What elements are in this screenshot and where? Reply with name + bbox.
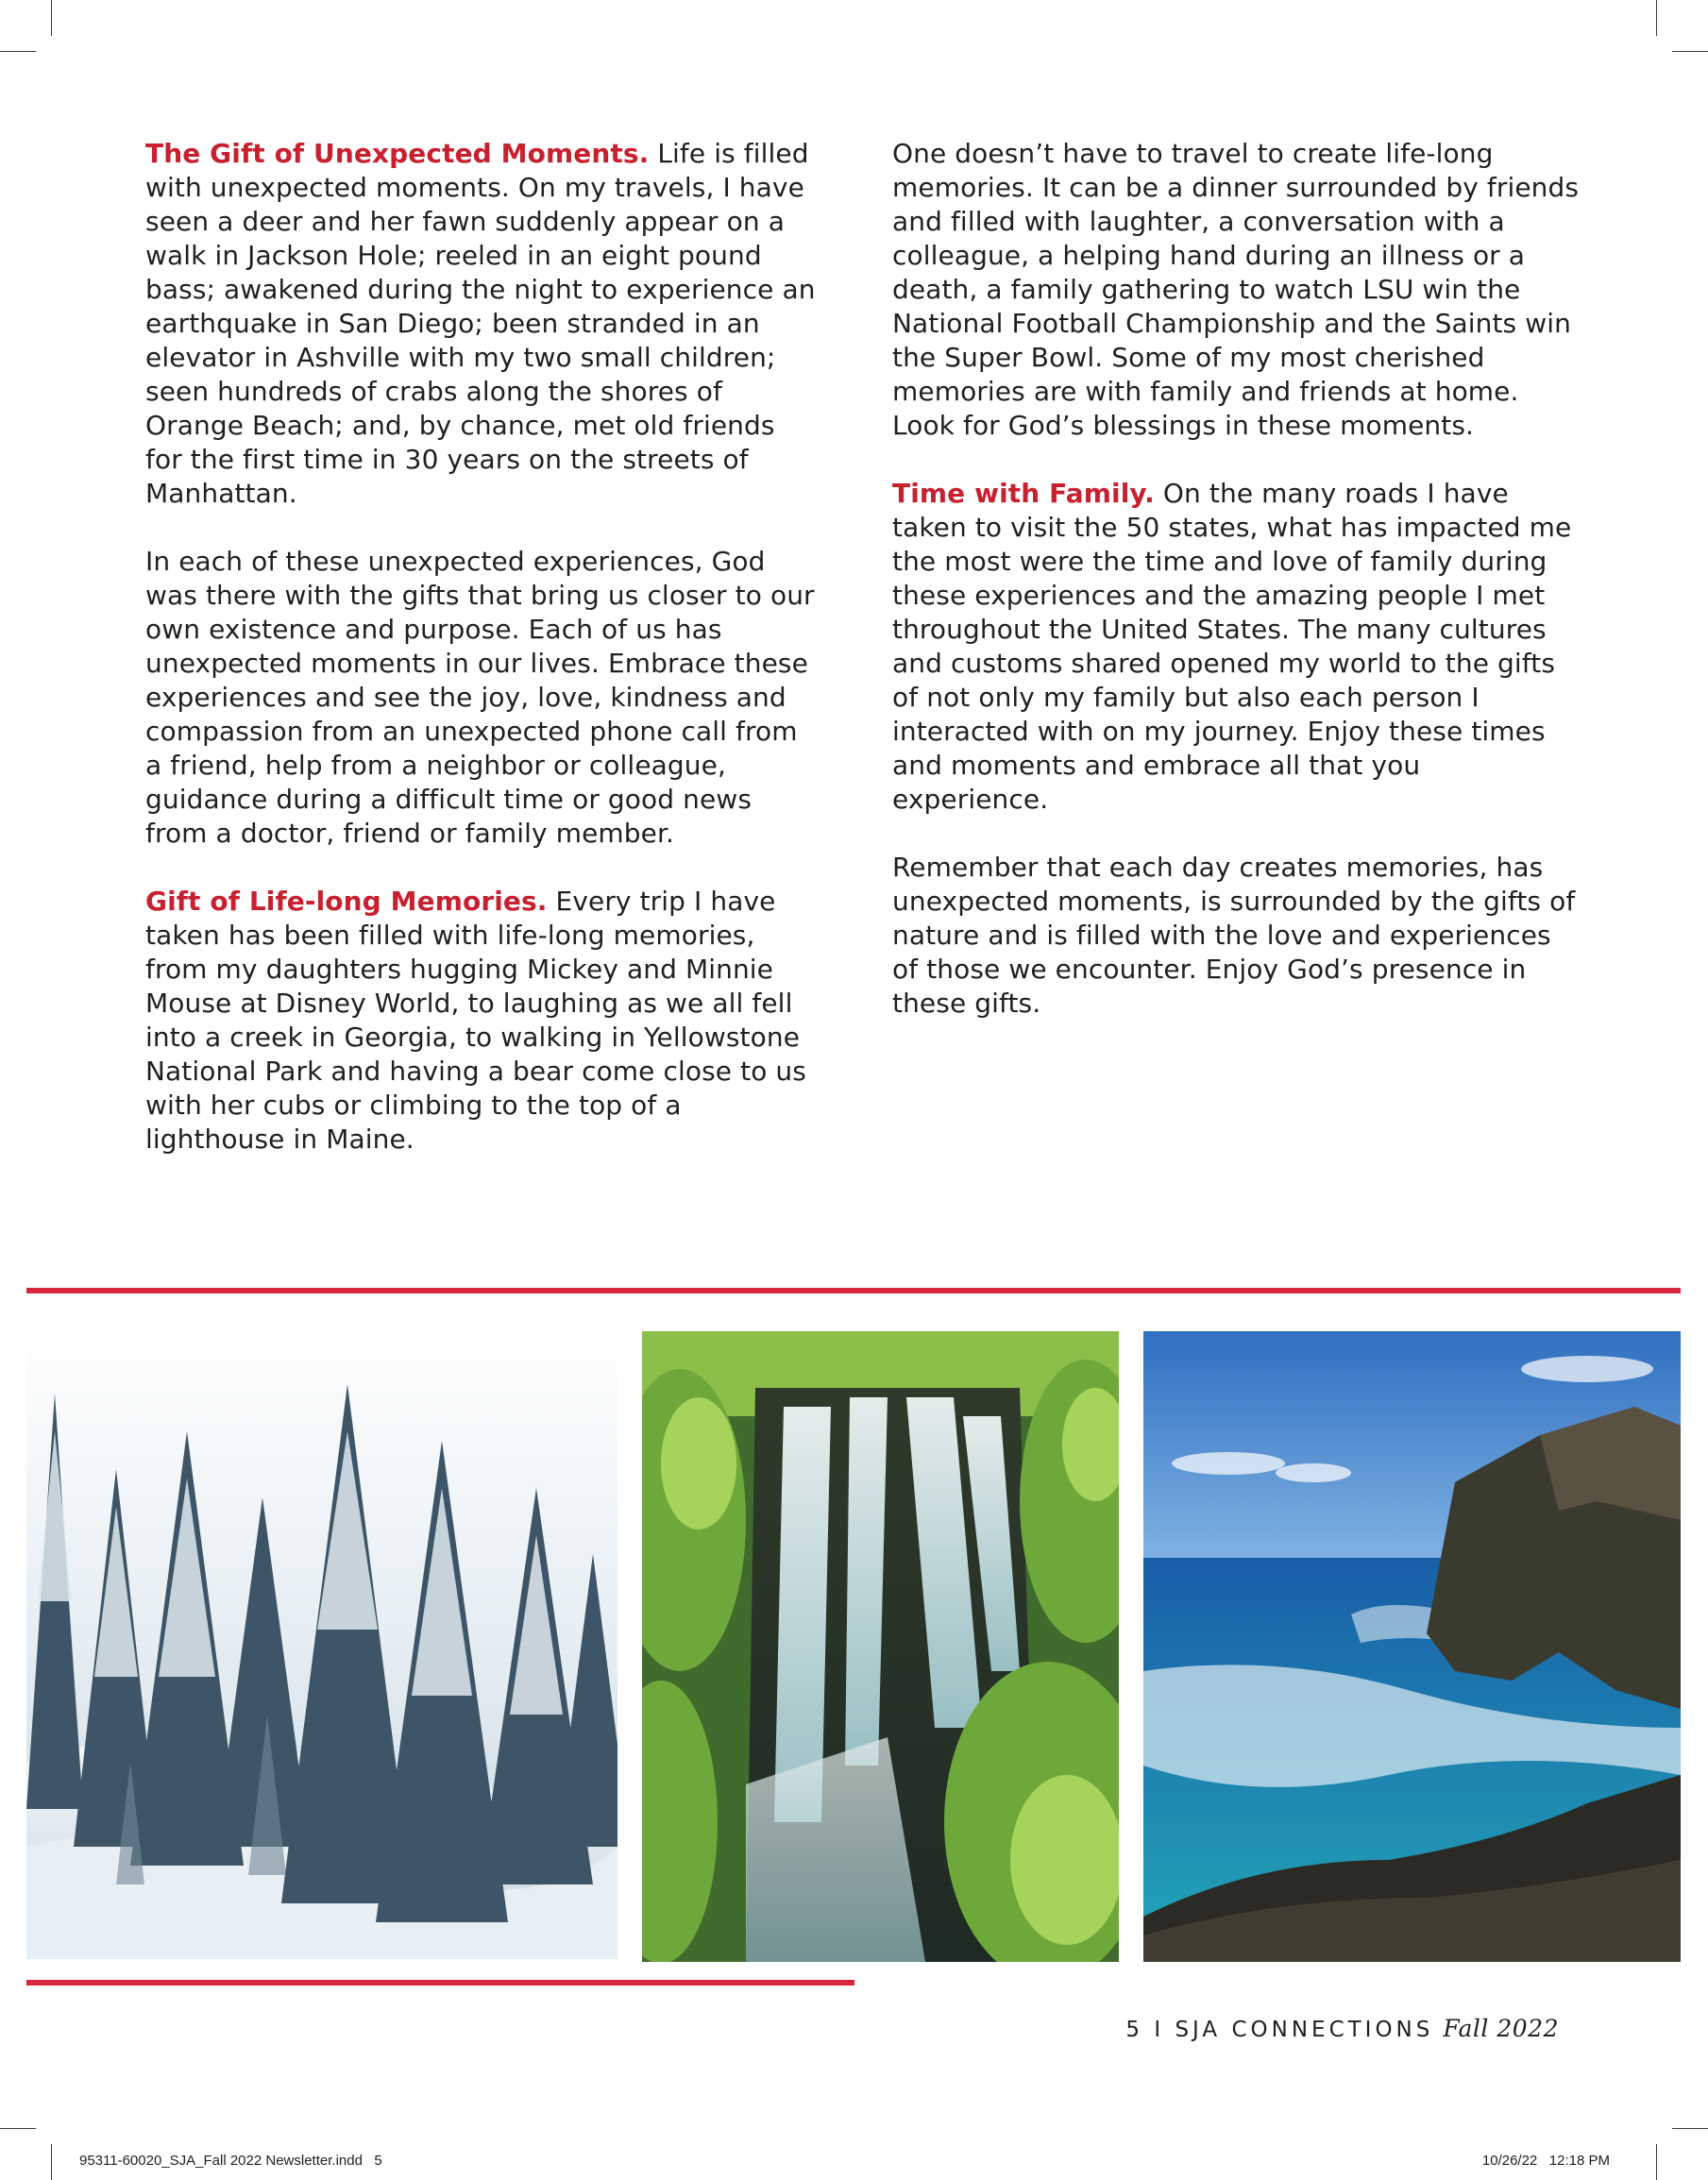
slug-file-name: 95311-60020_SJA_Fall 2022 Newsletter.indd 5 xyxy=(79,2153,382,2169)
slug-timestamp: 10/26/22 12:18 PM xyxy=(1481,2153,1610,2169)
crop-mark xyxy=(1672,2128,1708,2129)
page-folio xyxy=(1125,2015,1559,2042)
paragraph xyxy=(145,137,818,511)
section-heading: Time with Family. xyxy=(892,478,1155,509)
snowy-forest-photo xyxy=(26,1318,617,1959)
paragraph xyxy=(145,885,818,1157)
crop-mark xyxy=(0,51,36,52)
paragraph xyxy=(892,137,1580,443)
crop-mark xyxy=(1656,0,1657,36)
crop-mark xyxy=(51,0,52,36)
issue-name: Fall 2022 xyxy=(1443,2015,1559,2042)
paragraph-text: One doesn’t have to travel to create life-long memories. It can be a dinner surrounded by friends and filled with laughter, a conversation with a colleague, a helping hand during an illness or a death, a family gathering to watch LSU win the National Football Championship and the Saints win the Super Bowl. Some of my most cherished memories are with family and friends at home. Look for God’s blessings in these moments. xyxy=(892,138,1580,441)
top-accent-rule xyxy=(26,1288,1681,1293)
paragraph-text: Life is filled with unexpected moments. On my travels, I have seen a deer and her fawn suddenly appear on a walk in Jackson Hole; reeled in an eight pound bass; awakened during the night to experience an earthquake in San Diego; been stranded in an elevator in Ashville with my two small children; seen hundreds of crabs along the shores of Orange Beach; and, by chance, met old friends for the first time in 30 years on the streets of Manhattan. xyxy=(145,138,816,509)
article-column-left xyxy=(145,137,818,1191)
paragraph-text: In each of these unexpected experiences, God was there with the gifts that bring us closer to our own existence and purpose. Each of us has unexpected moments in our lives. Embrace these experiences and see the joy, love, kindness and compassion from an unexpected phone call from a friend, help from a neighbor or colleague, guidance during a difficult time or good news from a doctor, friend or family member. xyxy=(145,546,815,849)
section-heading: The Gift of Unexpected Moments. xyxy=(145,138,650,169)
crop-mark xyxy=(0,2128,36,2129)
paragraph xyxy=(892,477,1580,817)
section-heading: Gift of Life-long Memories. xyxy=(145,886,548,917)
coastline-photo xyxy=(1143,1331,1681,1962)
folio-separator: I xyxy=(1154,2018,1165,2042)
page-number: 5 xyxy=(1125,2018,1144,2042)
paragraph-text: Remember that each day creates memories, has unexpected moments, is surrounded by the gifts of nature and is filled with the love and experiences of those we encounter. Enjoy God’s presence in these gifts. xyxy=(892,852,1576,1019)
paragraph xyxy=(892,851,1580,1021)
crop-mark xyxy=(1656,2144,1657,2180)
article-column-right xyxy=(892,137,1580,1055)
publication-name: SJA CONNECTIONS xyxy=(1175,2018,1434,2042)
crop-mark xyxy=(1672,51,1708,52)
waterfall-photo xyxy=(642,1331,1119,1962)
paragraph xyxy=(145,545,818,851)
paragraph-text: Every trip I have taken has been filled with life-long memories, from my daughters hugging Mickey and Minnie Mouse at Disney World, to laughing as we all fell into a creek in Georgia, to walking in Yellowstone National Park and having a bear come close to us with her cubs or climbing to the top of a lighthouse in Maine. xyxy=(145,886,806,1155)
paragraph-text: On the many roads I have taken to visit the 50 states, what has impacted me the most were the time and love of family during these experiences and the amazing people I met throughout the United States. The many cultures and customs shared opened my world to the gifts of not only my family but also each person I interacted with on my journey. Enjoy these times and moments and embrace all that you experience. xyxy=(892,478,1572,815)
bottom-accent-rule xyxy=(26,1980,854,1986)
crop-mark xyxy=(51,2144,52,2180)
